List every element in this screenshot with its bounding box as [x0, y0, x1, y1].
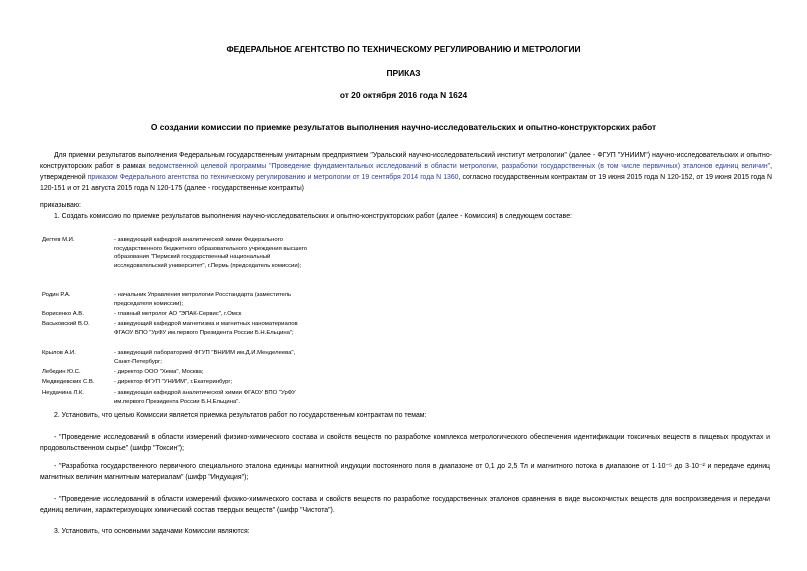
item-1-text: 1. Создать комиссию по приемке результатов выполнения научно-исследовательских и опытно-конструкторских работ (далее - Комиссия) в следующем составе:	[54, 213, 572, 220]
member-name: Борисенко А.В.	[42, 311, 84, 317]
member-role: - директор ООО "Хема", Москва;	[114, 369, 204, 375]
member-name: Родин Р.А.	[42, 292, 71, 298]
member-name: Васьковский В.О.	[42, 321, 90, 327]
preamble-text-1: Для приемки результатов выполнения Федеральным государственным унитарным предприятием "Уральский научно-исследовательский институт метрологии" (далее - ФГУП "УНИИМ") научно-исследовательских и опытно-конструкторских работ в рамках	[40, 152, 772, 170]
order-1360-link[interactable]: приказом Федерального агентства по техническому регулированию и метрологии от 19 сентября 2014 года N 1360	[87, 174, 459, 181]
member-role: - начальник Управления метрологии Росстандарта (заместитель председателя комиссии);	[114, 292, 292, 307]
preamble-text-2: , утвержденной	[40, 163, 772, 181]
item-2-text: 2. Установить, что целью Комиссии является приемка результатов работ по государственным контрактам по темам:	[54, 412, 427, 419]
member-name: Лебедин Ю.С.	[42, 369, 81, 375]
document-date-number: от 20 октября 2016 года N 1624	[339, 90, 468, 100]
preamble-paragraph	[40, 150, 772, 194]
agency-heading: ФЕДЕРАЛЬНОЕ АГЕНТСТВО ПО ТЕХНИЧЕСКОМУ РЕГУЛИРОВАНИЮ И МЕТРОЛОГИИ	[226, 44, 581, 54]
member-role: - главный метролог АО "ЭПАК-Сервис", г.Омск	[114, 311, 242, 317]
member-name: Дегтев М.И.	[42, 237, 75, 243]
order-word: приказываю:	[40, 202, 81, 209]
member-role: - заведующий кафедрой аналитической химии Федерального государственного бюджетного образовательного учреждения высшего образования "Пермский государственный национальный исследовательский университет", г.Пермь (председатель комиссии);	[114, 237, 308, 269]
member-name: Крылов А.И.	[42, 350, 76, 356]
preamble-text-3: , согласно государственным контрактам от 19 июня 2015 года N 120-152, от 19 июня 2015 года N 120-151 и от 21 августа 2015 года N 120-175 (далее - государственные контракты)	[40, 174, 772, 192]
item-3-text: 3. Установить, что основными задачами Комиссии являются:	[54, 528, 250, 535]
topic-paragraph: - "Разработка государственного первичного специального эталона единицы магнитной индукции постоянного поля в диапазоне от 0,1 до 2,5 Тл и магнитного потока в диапазоне от 1·10⁻⁵ до 3·10⁻² и передаче единиц магнитных величин магнитным материалам" (шифр "Индукция");	[40, 463, 770, 481]
member-role: - заведующий лабораторией ФГУП "ВНИИМ им.Д.И.Менделеева", Санкт-Петербург;	[114, 350, 296, 365]
member-name: Неудачина Л.К.	[42, 390, 84, 396]
topic-paragraph: - "Проведение исследований в области измерений физико-химического состава и свойств веществ по разработке государственных эталонов сравнения в виде высокочистых веществ для воспроизведения и передачи единиц величин, характеризующих химический состав твердых веществ" (шифр "Чистота").	[40, 496, 770, 514]
member-role: - заведующая кафедрой аналитической химии ФГАОУ ВПО "УрФУ им.первого Президента России Б.Н.Ельцина".	[114, 390, 296, 405]
document-type-heading: ПРИКАЗ	[386, 68, 421, 78]
document-title: О создании комиссии по приемке результатов выполнения научно-исследовательских и опытно-конструкторских работ	[150, 122, 657, 132]
program-link[interactable]: ведомственной целевой программы "Проведение фундаментальных исследований в области метрологии, разработки государственных (в том числе первичных) эталонов единиц величин"	[148, 163, 771, 170]
topic-paragraph: - "Проведение исследований в области измерений физико-химического состава и свойств веществ по разработке комплекса метрологического обеспечения идентификации токсичных веществ в пищевых продуктах и продовольственном сырье" (шифр "Токсин");	[40, 434, 770, 452]
member-role: - директор ФГУП "УНИИМ", г.Екатеринбург;	[114, 379, 233, 385]
member-name: Медведевских С.В.	[42, 379, 95, 385]
member-role: - заведующий кафедрой магнетизма и магнитных наноматериалов ФГАОУ ВПО "УрФУ им.первого Президента России Б.Н.Ельцина";	[114, 321, 298, 336]
